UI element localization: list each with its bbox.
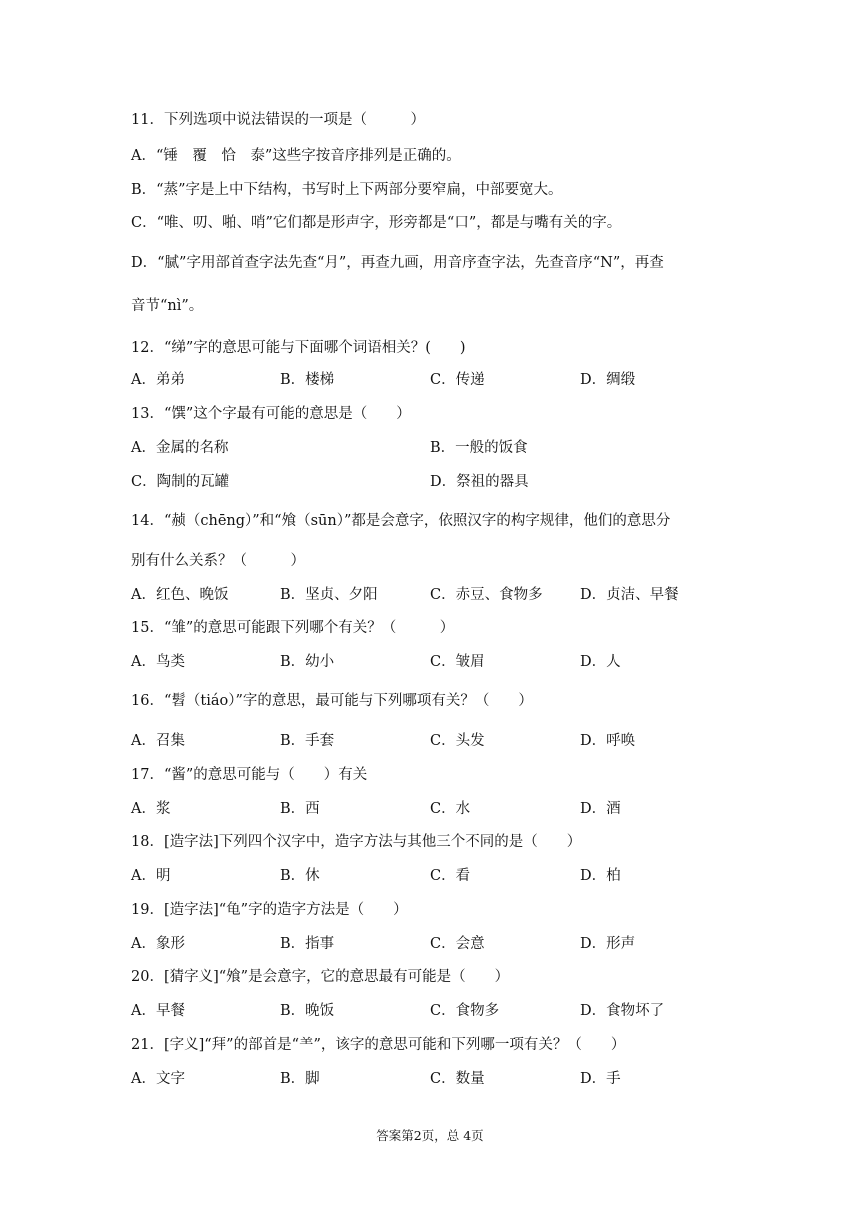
question-16-option-b: B．手套 [280,733,335,749]
question-17-stem: 17．“酱”的意思可能与（ ）有关 [131,767,368,783]
question-18-option-c: C．看 [430,868,471,884]
question-13-option-d: D．祭祖的器具 [430,474,529,490]
question-14-option-d: D．贞洁、早餐 [580,587,679,603]
question-15-option-a: A．鸟类 [131,654,185,670]
question-20-option-a: A．早餐 [131,1003,185,1019]
question-18-stem: 18．[造字法]下列四个汉字中，造字方法与其他三个不同的是（ ） [131,834,582,850]
question-14-option-b: B．坚贞、夕阳 [280,587,378,603]
question-17-option-b: B．西 [280,801,320,817]
question-14-stem-cont: 别有什么关系？（ ） [131,553,305,569]
question-20-option-c: C．食物多 [430,1003,500,1019]
question-15-stem: 15．“雏”的意思可能跟下列哪个有关？（ ） [131,620,455,636]
question-12-option-a: A．弟弟 [131,372,185,388]
question-14-option-c: C．赤豆、食物多 [430,587,543,603]
question-11-option-c: C．“唯、叨、啪、哨”它们都是形声字，形旁都是“口”，都是与嘴有关的字。 [131,215,622,231]
question-21-option-b: B．脚 [280,1071,320,1087]
question-14-option-a: A．红色、晚饭 [131,587,229,603]
question-12-option-d: D．绸缎 [580,372,636,388]
question-19-stem: 19．[造字法]“龟”字的造字方法是（ ） [131,902,408,918]
question-16-stem: 16．“髫（tiáo）”字的意思，最可能与下列哪项有关？（ ） [131,693,533,709]
question-11-option-d: D．“腻”字用部首查字法先查“月”，再查九画，用音序查字法，先查音序“N”，再查 [131,255,664,271]
question-11-option-d-cont: 音节“nì”。 [131,298,204,314]
question-11-option-a: A．“锤 覆 恰 泰”这些字按音序排列是正确的。 [131,148,461,164]
question-13-option-b: B．一般的饭食 [430,440,528,456]
question-19-option-c: C．会意 [430,936,485,952]
question-20-option-b: B．晚饭 [280,1003,335,1019]
question-16-option-a: A．召集 [131,733,185,749]
question-17-option-a: A．浆 [131,801,171,817]
question-19-option-b: B．指事 [280,936,335,952]
question-21-option-d: D．手 [580,1071,621,1087]
question-16-option-d: D．呼唤 [580,733,636,749]
question-18-option-d: D．柏 [580,868,621,884]
question-14-stem: 14．“赪（chēng）”和“飧（sūn）”都是会意字，依照汉字的构字规律，他们的意思分 [131,513,671,529]
question-19-option-a: A．象形 [131,936,185,952]
question-12-stem: 12．“绨”字的意思可能与下面哪个词语相关？( ) [131,340,466,356]
question-21-stem: 21．[字义]“拜”的部首是“⺷”，该字的意思可能和下列哪一项有关？（ ） [131,1037,626,1053]
question-17-option-d: D．酒 [580,801,621,817]
question-15-option-b: B．幼小 [280,654,335,670]
question-11-stem: 11．下列选项中说法错误的一项是（ ） [131,112,425,128]
question-19-option-d: D．形声 [580,936,636,952]
question-13-stem: 13．“馔”这个字最有可能的意思是（ ） [131,406,411,422]
question-15-option-d: D．人 [580,654,621,670]
question-16-option-c: C．头发 [430,733,485,749]
question-15-option-c: C．皱眉 [430,654,485,670]
question-12-option-c: C．传递 [430,372,485,388]
question-18-option-b: B．休 [280,868,320,884]
question-13-option-a: A．金属的名称 [131,440,229,456]
question-20-stem: 20．[猜字义]“飧”是会意字，它的意思最有可能是（ ） [131,969,510,985]
question-21-option-c: C．数量 [430,1071,485,1087]
question-11-option-b: B．“蒸”字是上中下结构，书写时上下两部分要窄扁，中部要宽大。 [131,182,563,198]
question-17-option-c: C．水 [430,801,471,817]
question-12-option-b: B．楼梯 [280,372,335,388]
question-20-option-d: D．食物坏了 [580,1003,665,1019]
question-13-option-c: C．陶制的瓦罐 [131,474,230,490]
question-18-option-a: A．明 [131,868,171,884]
question-21-option-a: A．文字 [131,1071,185,1087]
page-footer: 答案第2页，总 4页 [376,1128,484,1143]
